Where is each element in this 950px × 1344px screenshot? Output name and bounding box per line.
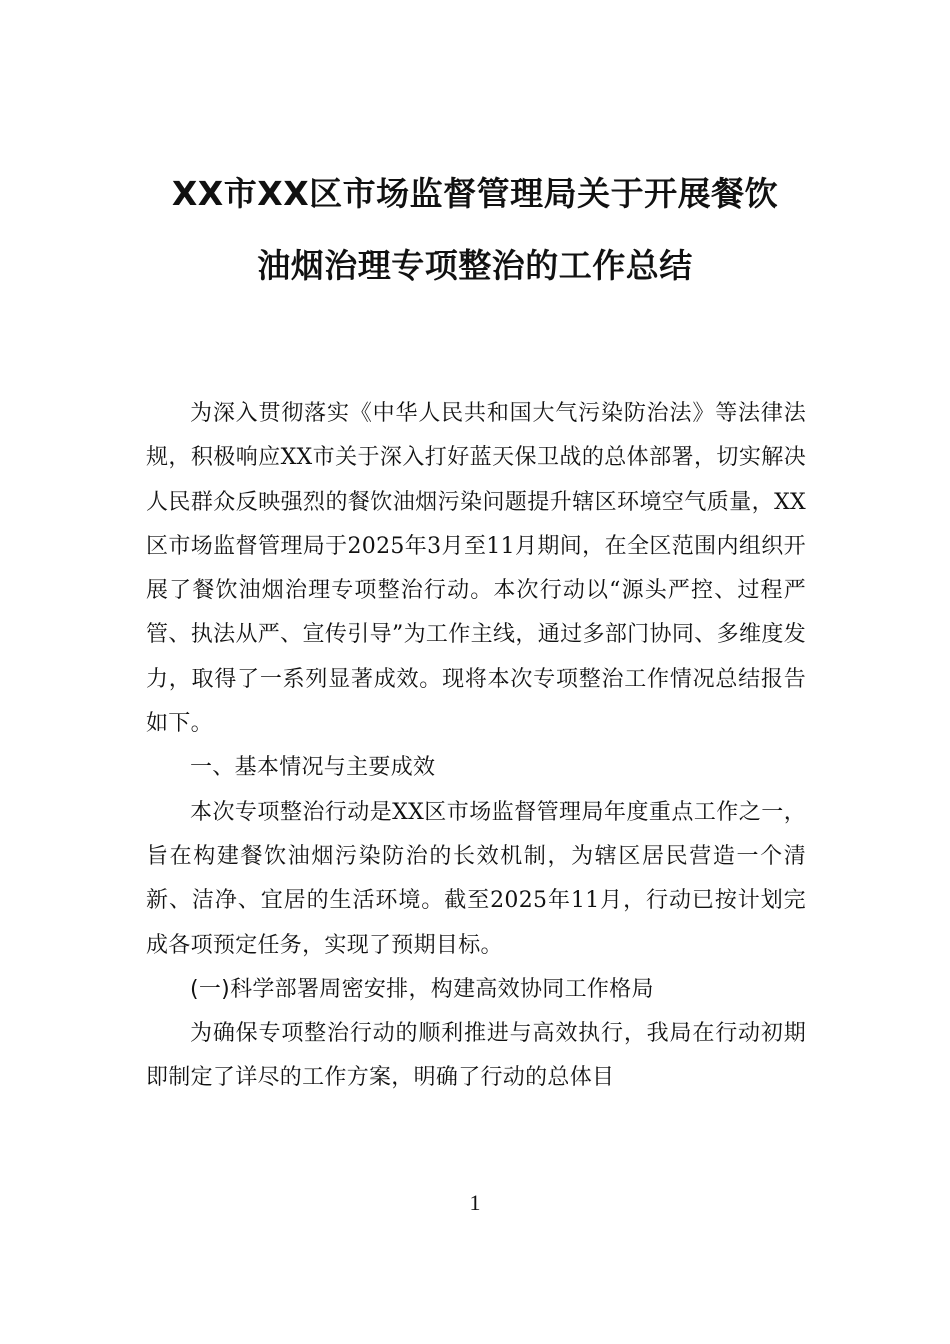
document-title bbox=[100, 168, 850, 292]
subsection-heading-1: (一)科学部署周密安排，构建高效协同工作格局 bbox=[190, 976, 654, 1002]
document-body bbox=[146, 392, 806, 1101]
subsection-1-paragraph: 为确保专项整治行动的顺利推进与高效执行，我局在行动初期即制定了详尽的工作方案，明确了行动的总体目 bbox=[146, 1021, 806, 1091]
section-1-paragraph: 本次专项整治行动是XX区市场监督管理局年度重点工作之一，旨在构建餐饮油烟污染防治的长效机制，为辖区居民营造一个清新、洁净、宜居的生活环境。截至2025年11月，行动已按计划完成各项预定任务，实现了预期目标。 bbox=[146, 799, 806, 958]
title-line-1: XX市XX区市场监督管理局关于开展餐饮 bbox=[171, 174, 779, 213]
page-number: 1 bbox=[469, 1190, 481, 1215]
section-heading-1: 一、基本情况与主要成效 bbox=[190, 755, 436, 781]
title-line-2: 油烟治理专项整治的工作总结 bbox=[257, 246, 693, 285]
intro-paragraph: 为深入贯彻落实《中华人民共和国大气污染防治法》等法律法规，积极响应XX市关于深入打好蓝天保卫战的总体部署，切实解决人民群众反映强烈的餐饮油烟污染问题提升辖区环境空气质量，XX区市场监督管理局于2025年3月至11月期间，在全区范围内组织开展了餐饮油烟治理专项整治行动。本次行动以“源头严控、过程严管、执法从严、宣传引导”为工作主线，通过多部门协同、多维度发力，取得了一系列显著成效。现将本次专项整治工作情况总结报告如下。 bbox=[146, 401, 806, 737]
